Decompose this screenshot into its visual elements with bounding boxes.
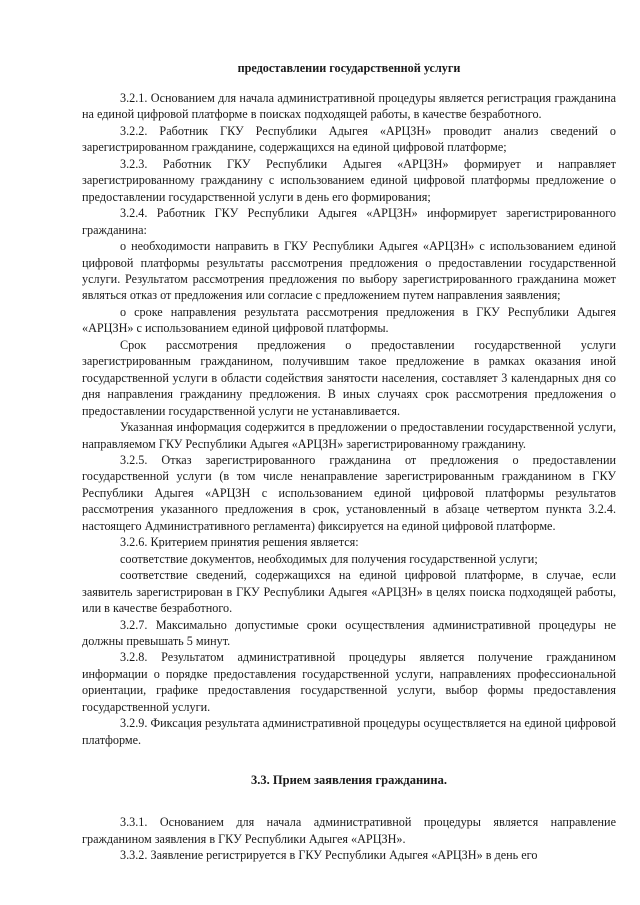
paragraph: 3.2.4. Работник ГКУ Республики Адыгея «АРЦЗН» информирует зарегистрированного гражданина: xyxy=(82,206,616,237)
section-3-3-body xyxy=(82,814,616,863)
paragraph: 3.2.9. Фиксация результата административной процедуры осуществляется на единой цифровой платформе. xyxy=(82,716,616,747)
paragraph: 3.2.5. Отказ зарегистрированного гражданина от предложения о предоставлении государственной услуги (в том числе ненаправление зарегистрированным гражданином в ГКУ Республики Адыгея «АРЦЗН с использованием единой цифровой платформы результатов рассмотрения указанного предложения в срок, установленный в абзаце четвертом пункта 3.2.4. настоящего Административного регламента) фиксируется на единой цифровой платформе. xyxy=(82,452,616,533)
paragraph: Указанная информация содержится в предложении о предоставлении государственной услуги, направляемом ГКУ Республики Адыгея «АРЦЗН» зарегистрированному гражданину. xyxy=(82,420,616,451)
paragraph: Срок рассмотрения предложения о предоставлении государственной услуги зарегистрированным гражданином, получившим такое предложение в рамках оказания иной государственной услуги в области содействия занятости населения, составляет 3 календарных дня со дня направления гражданину предложения. В иных случаях срок рассмотрения предложения о предоставлении государственной услуги не устанавливается. xyxy=(82,337,616,418)
section-heading: 3.3. Прием заявления гражданина. xyxy=(251,773,447,788)
paragraph: 3.2.6. Критерием принятия решения является: xyxy=(120,535,359,550)
document-heading: предоставлении государственной услуги xyxy=(237,61,461,75)
paragraph: 3.3.1. Основанием для начала административной процедуры является направление гражданином заявления в ГКУ Республики Адыгея «АРЦЗН». xyxy=(82,815,616,846)
paragraph: соответствие сведений, содержащихся на единой цифровой платформе, в случае, если заявитель зарегистрирован в ГКУ Республики Адыгея «АРЦЗН» в целях поиска подходящей работы, или в качестве безработного. xyxy=(82,568,616,616)
paragraph: о сроке направления результата рассмотрения предложения в ГКУ Республики Адыгея «АРЦЗН» с использованием единой цифровой платформы. xyxy=(82,304,616,336)
paragraph: о необходимости направить в ГКУ Республики Адыгея «АРЦЗН» с использованием единой цифровой платформы результаты рассмотрения предложения о предоставлении государственной услуги. Результатом рассмотрения предложения по выбору зарегистрированного гражданина может являться отказ от предложения или согласие с предложением путем направления заявления; xyxy=(82,239,616,303)
paragraph: 3.2.3. Работник ГКУ Республики Адыгея «АРЦЗН» формирует и направляет зарегистрированному гражданину с использованием единой цифровой платформы предложение о предоставлении государственной услуги в день его формирования; xyxy=(82,156,616,204)
section-3-2-body xyxy=(82,90,616,748)
paragraph: 3.3.2. Заявление регистрируется в ГКУ Республики Адыгея «АРЦЗН» в день его xyxy=(120,848,538,863)
paragraph: 3.2.8. Результатом административной процедуры является получение гражданином информации о порядке предоставления государственной услуги, направлениях профессиональной ориентации, графике предоставления государственной услуги, выбор формы предоставления государственной услуги. xyxy=(82,650,616,714)
paragraph: 3.2.7. Максимально допустимые сроки осуществления административной процедуры не должны превышать 5 минут. xyxy=(82,617,616,648)
paragraph: 3.2.2. Работник ГКУ Республики Адыгея «АРЦЗН» проводит анализ сведений о зарегистрированном гражданине, содержащихся на единой цифровой платформе; xyxy=(82,123,616,155)
paragraph: 3.2.1. Основанием для начала административной процедуры является регистрация гражданина на единой цифровой платформе в поисках подходящей работы, в качестве безработного. xyxy=(82,91,616,122)
paragraph: соответствие документов, необходимых для получения государственной услуги; xyxy=(120,551,538,566)
